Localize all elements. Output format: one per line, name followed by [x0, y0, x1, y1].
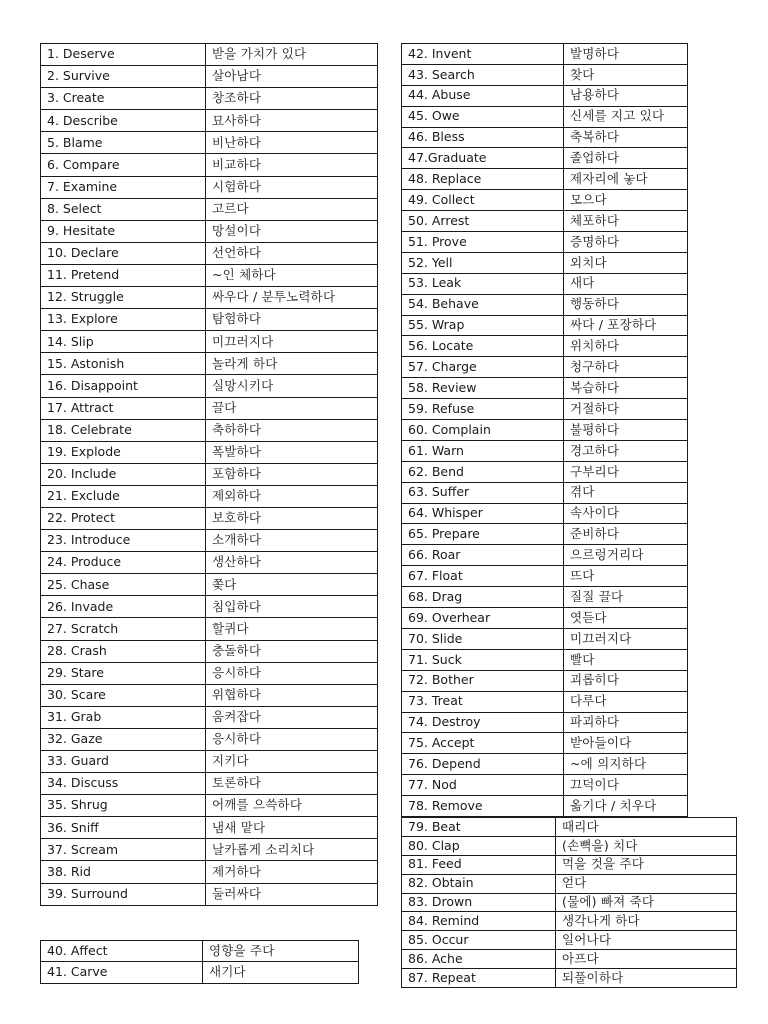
vocab-row: [41, 331, 378, 353]
vocab-row: [402, 148, 688, 169]
vocab-row: [402, 818, 737, 837]
korean-meaning: 질질 끌다: [564, 587, 688, 608]
english-word: 11. Pretend: [41, 264, 206, 286]
korean-meaning: 다루다: [564, 691, 688, 712]
english-word: 60. Complain: [402, 420, 564, 441]
korean-meaning: 창조하다: [206, 88, 378, 110]
korean-meaning: 시험하다: [206, 176, 378, 198]
english-word: 40. Affect: [41, 941, 203, 962]
english-word: 78. Remove: [402, 796, 564, 817]
korean-meaning: 신세를 지고 있다: [564, 106, 688, 127]
korean-meaning: 폭발하다: [206, 441, 378, 463]
korean-meaning: 불평하다: [564, 420, 688, 441]
vocab-row: [402, 232, 688, 253]
korean-meaning: 할퀴다: [206, 618, 378, 640]
korean-meaning: 망설이다: [206, 220, 378, 242]
english-word: 17. Attract: [41, 397, 206, 419]
korean-meaning: 싸다 / 포장하다: [564, 315, 688, 336]
korean-meaning: 지키다: [206, 751, 378, 773]
vocab-row: [402, 608, 688, 629]
vocab-row: [402, 712, 688, 733]
vocab-row: [402, 106, 688, 127]
vocab-row: [402, 855, 737, 874]
english-word: 87. Repeat: [402, 969, 556, 988]
english-word: 39. Surround: [41, 883, 206, 905]
korean-meaning: 되풀이하다: [556, 969, 737, 988]
vocab-row: [402, 420, 688, 441]
vocab-row: [41, 861, 378, 883]
vocab-row: [402, 211, 688, 232]
korean-meaning: 끌다: [206, 397, 378, 419]
korean-meaning: 침입하다: [206, 596, 378, 618]
vocab-row: [41, 706, 378, 728]
english-word: 79. Beat: [402, 818, 556, 837]
vocab-row: [402, 461, 688, 482]
english-word: 24. Produce: [41, 552, 206, 574]
vocab-row: [41, 618, 378, 640]
english-word: 50. Arrest: [402, 211, 564, 232]
vocab-row: [41, 941, 359, 962]
korean-meaning: 증명하다: [564, 232, 688, 253]
english-word: 51. Prove: [402, 232, 564, 253]
korean-meaning: 새다: [564, 273, 688, 294]
vocab-row: [41, 662, 378, 684]
english-word: 47.Graduate: [402, 148, 564, 169]
english-word: 35. Shrug: [41, 795, 206, 817]
korean-meaning: 경고하다: [564, 440, 688, 461]
korean-meaning: 새기다: [203, 962, 359, 983]
vocab-row: [402, 273, 688, 294]
english-word: 6. Compare: [41, 154, 206, 176]
english-word: 20. Include: [41, 463, 206, 485]
english-word: 86. Ache: [402, 950, 556, 969]
korean-meaning: 싸우다 / 분투노력하다: [206, 287, 378, 309]
korean-meaning: 비난하다: [206, 132, 378, 154]
vocab-row: [402, 64, 688, 85]
english-word: 30. Scare: [41, 684, 206, 706]
korean-meaning: 거절하다: [564, 399, 688, 420]
english-word: 19. Explode: [41, 441, 206, 463]
english-word: 61. Warn: [402, 440, 564, 461]
korean-meaning: 받아들이다: [564, 733, 688, 754]
vocab-row: [41, 88, 378, 110]
korean-meaning: 살아남다: [206, 66, 378, 88]
vocab-row: [402, 691, 688, 712]
vocab-row: [402, 796, 688, 817]
vocab-row: [402, 775, 688, 796]
english-word: 48. Replace: [402, 169, 564, 190]
vocab-row: [402, 399, 688, 420]
english-word: 42. Invent: [402, 44, 564, 65]
english-word: 12. Struggle: [41, 287, 206, 309]
korean-meaning: 미끄러지다: [564, 628, 688, 649]
korean-meaning: 일어나다: [556, 931, 737, 950]
english-word: 43. Search: [402, 64, 564, 85]
vocab-row: [41, 817, 378, 839]
vocab-row: [402, 524, 688, 545]
english-word: 25. Chase: [41, 574, 206, 596]
english-word: 29. Stare: [41, 662, 206, 684]
vocab-row: [41, 640, 378, 662]
english-word: 3. Create: [41, 88, 206, 110]
korean-meaning: 응시하다: [206, 662, 378, 684]
english-word: 33. Guard: [41, 751, 206, 773]
vocab-row: [41, 441, 378, 463]
korean-meaning: 쫒다: [206, 574, 378, 596]
vocab-row: [41, 839, 378, 861]
korean-meaning: 졸업하다: [564, 148, 688, 169]
korean-meaning: 생산하다: [206, 552, 378, 574]
english-word: 1. Deserve: [41, 44, 206, 66]
vocab-row: [402, 874, 737, 893]
vocab-row: [402, 754, 688, 775]
english-word: 58. Review: [402, 378, 564, 399]
korean-meaning: 옮기다 / 치우다: [564, 796, 688, 817]
vocab-row: [41, 962, 359, 983]
vocab-row: [41, 419, 378, 441]
english-word: 28. Crash: [41, 640, 206, 662]
english-word: 13. Explore: [41, 309, 206, 331]
korean-meaning: 받을 가치가 있다: [206, 44, 378, 66]
english-word: 18. Celebrate: [41, 419, 206, 441]
english-word: 15. Astonish: [41, 353, 206, 375]
korean-meaning: 구부리다: [564, 461, 688, 482]
vocab-row: [402, 315, 688, 336]
english-word: 10. Declare: [41, 242, 206, 264]
korean-meaning: 제외하다: [206, 485, 378, 507]
korean-meaning: (손뼉을) 치다: [556, 836, 737, 855]
vocab-row: [402, 566, 688, 587]
korean-meaning: 축복하다: [564, 127, 688, 148]
english-word: 41. Carve: [41, 962, 203, 983]
english-word: 16. Disappoint: [41, 375, 206, 397]
english-word: 67. Float: [402, 566, 564, 587]
vocab-row: [41, 309, 378, 331]
korean-meaning: 비교하다: [206, 154, 378, 176]
english-word: 73. Treat: [402, 691, 564, 712]
english-word: 55. Wrap: [402, 315, 564, 336]
korean-meaning: 보호하다: [206, 507, 378, 529]
english-word: 70. Slide: [402, 628, 564, 649]
korean-meaning: 고르다: [206, 198, 378, 220]
vocab-row: [41, 728, 378, 750]
vocab-row: [402, 587, 688, 608]
vocab-row: [41, 574, 378, 596]
english-word: 82. Obtain: [402, 874, 556, 893]
vocab-row: [41, 132, 378, 154]
english-word: 22. Protect: [41, 507, 206, 529]
vocab-table-right-main: [401, 43, 688, 817]
english-word: 53. Leak: [402, 273, 564, 294]
english-word: 74. Destroy: [402, 712, 564, 733]
korean-meaning: 찾다: [564, 64, 688, 85]
korean-meaning: 응시하다: [206, 728, 378, 750]
vocab-row: [41, 530, 378, 552]
korean-meaning: 묘사하다: [206, 110, 378, 132]
korean-meaning: 위치하다: [564, 336, 688, 357]
english-word: 80. Clap: [402, 836, 556, 855]
english-word: 62. Bend: [402, 461, 564, 482]
korean-meaning: 선언하다: [206, 242, 378, 264]
korean-meaning: 겪다: [564, 482, 688, 503]
vocab-row: [402, 85, 688, 106]
english-word: 49. Collect: [402, 190, 564, 211]
english-word: 46. Bless: [402, 127, 564, 148]
korean-meaning: 행동하다: [564, 294, 688, 315]
vocab-row: [41, 397, 378, 419]
english-word: 71. Suck: [402, 649, 564, 670]
english-word: 65. Prepare: [402, 524, 564, 545]
english-word: 26. Invade: [41, 596, 206, 618]
vocab-row: [41, 883, 378, 905]
english-word: 66. Roar: [402, 545, 564, 566]
vocab-row: [402, 169, 688, 190]
korean-meaning: 날카롭게 소리치다: [206, 839, 378, 861]
english-word: 63. Suffer: [402, 482, 564, 503]
vocab-row: [402, 950, 737, 969]
vocab-row: [402, 252, 688, 273]
vocab-row: [402, 628, 688, 649]
korean-meaning: 실망시키다: [206, 375, 378, 397]
korean-meaning: (물에) 빠져 죽다: [556, 893, 737, 912]
vocab-row: [402, 440, 688, 461]
vocab-row: [41, 242, 378, 264]
vocab-row: [402, 912, 737, 931]
english-word: 14. Slip: [41, 331, 206, 353]
vocab-table-left-main: [40, 43, 378, 906]
korean-meaning: 얻다: [556, 874, 737, 893]
korean-meaning: 탐험하다: [206, 309, 378, 331]
vocab-row: [41, 287, 378, 309]
korean-meaning: 엿듣다: [564, 608, 688, 629]
korean-meaning: 뜨다: [564, 566, 688, 587]
english-word: 7. Examine: [41, 176, 206, 198]
korean-meaning: 끄덕이다: [564, 775, 688, 796]
english-word: 31. Grab: [41, 706, 206, 728]
korean-meaning: 충돌하다: [206, 640, 378, 662]
vocab-row: [41, 66, 378, 88]
vocab-row: [41, 264, 378, 286]
korean-meaning: 체포하다: [564, 211, 688, 232]
english-word: 77. Nod: [402, 775, 564, 796]
english-word: 36. Sniff: [41, 817, 206, 839]
korean-meaning: 소개하다: [206, 530, 378, 552]
english-word: 37. Scream: [41, 839, 206, 861]
korean-meaning: 움켜잡다: [206, 706, 378, 728]
vocab-row: [41, 154, 378, 176]
vocab-row: [41, 176, 378, 198]
korean-meaning: 복습하다: [564, 378, 688, 399]
english-word: 69. Overhear: [402, 608, 564, 629]
vocab-row: [41, 485, 378, 507]
vocab-row: [41, 751, 378, 773]
vocab-row: [402, 482, 688, 503]
korean-meaning: 청구하다: [564, 357, 688, 378]
english-word: 34. Discuss: [41, 773, 206, 795]
english-word: 27. Scratch: [41, 618, 206, 640]
korean-meaning: 영향을 주다: [203, 941, 359, 962]
vocab-row: [402, 670, 688, 691]
korean-meaning: 축하하다: [206, 419, 378, 441]
korean-meaning: ~인 체하다: [206, 264, 378, 286]
english-word: 52. Yell: [402, 252, 564, 273]
korean-meaning: 포함하다: [206, 463, 378, 485]
vocab-row: [41, 463, 378, 485]
vocab-row: [41, 552, 378, 574]
korean-meaning: 제자리에 놓다: [564, 169, 688, 190]
english-word: 23. Introduce: [41, 530, 206, 552]
vocab-row: [41, 375, 378, 397]
vocab-row: [41, 44, 378, 66]
korean-meaning: 생각나게 하다: [556, 912, 737, 931]
korean-meaning: 파괴하다: [564, 712, 688, 733]
vocab-row: [402, 503, 688, 524]
english-word: 21. Exclude: [41, 485, 206, 507]
english-word: 2. Survive: [41, 66, 206, 88]
korean-meaning: 괴롭히다: [564, 670, 688, 691]
english-word: 9. Hesitate: [41, 220, 206, 242]
vocab-row: [41, 773, 378, 795]
vocab-row: [41, 353, 378, 375]
english-word: 76. Depend: [402, 754, 564, 775]
korean-meaning: 먹을 것을 주다: [556, 855, 737, 874]
vocab-row: [41, 596, 378, 618]
english-word: 85. Occur: [402, 931, 556, 950]
korean-meaning: 위협하다: [206, 684, 378, 706]
vocab-row: [41, 507, 378, 529]
vocab-row: [402, 336, 688, 357]
korean-meaning: ~에 의지하다: [564, 754, 688, 775]
korean-meaning: 준비하다: [564, 524, 688, 545]
vocab-row: [402, 127, 688, 148]
vocab-row: [402, 893, 737, 912]
vocab-row: [402, 294, 688, 315]
korean-meaning: 빨다: [564, 649, 688, 670]
korean-meaning: 남용하다: [564, 85, 688, 106]
vocab-table-right-extra: [401, 817, 737, 988]
vocab-row: [41, 198, 378, 220]
korean-meaning: 어깨를 으쓱하다: [206, 795, 378, 817]
english-word: 68. Drag: [402, 587, 564, 608]
vocab-row: [41, 110, 378, 132]
english-word: 54. Behave: [402, 294, 564, 315]
english-word: 56. Locate: [402, 336, 564, 357]
english-word: 5. Blame: [41, 132, 206, 154]
vocab-row: [402, 836, 737, 855]
english-word: 84. Remind: [402, 912, 556, 931]
english-word: 32. Gaze: [41, 728, 206, 750]
vocab-row: [402, 649, 688, 670]
vocab-row: [402, 44, 688, 65]
english-word: 75. Accept: [402, 733, 564, 754]
korean-meaning: 아프다: [556, 950, 737, 969]
english-word: 8. Select: [41, 198, 206, 220]
english-word: 64. Whisper: [402, 503, 564, 524]
vocab-row: [402, 733, 688, 754]
vocab-row: [402, 545, 688, 566]
english-word: 59. Refuse: [402, 399, 564, 420]
vocab-row: [402, 931, 737, 950]
vocab-row: [402, 357, 688, 378]
korean-meaning: 으르렁거리다: [564, 545, 688, 566]
vocab-row: [41, 684, 378, 706]
korean-meaning: 놀라게 하다: [206, 353, 378, 375]
korean-meaning: 발명하다: [564, 44, 688, 65]
english-word: 44. Abuse: [402, 85, 564, 106]
vocab-row: [402, 190, 688, 211]
vocab-row: [402, 378, 688, 399]
vocab-row: [402, 969, 737, 988]
korean-meaning: 때리다: [556, 818, 737, 837]
english-word: 4. Describe: [41, 110, 206, 132]
vocab-table-left-extra: [40, 940, 359, 984]
english-word: 57. Charge: [402, 357, 564, 378]
korean-meaning: 냄새 맡다: [206, 817, 378, 839]
english-word: 38. Rid: [41, 861, 206, 883]
korean-meaning: 미끄러지다: [206, 331, 378, 353]
english-word: 83. Drown: [402, 893, 556, 912]
korean-meaning: 모으다: [564, 190, 688, 211]
korean-meaning: 속사이다: [564, 503, 688, 524]
vocab-row: [41, 220, 378, 242]
english-word: 72. Bother: [402, 670, 564, 691]
korean-meaning: 외치다: [564, 252, 688, 273]
english-word: 81. Feed: [402, 855, 556, 874]
vocab-row: [41, 795, 378, 817]
korean-meaning: 둘러싸다: [206, 883, 378, 905]
korean-meaning: 제거하다: [206, 861, 378, 883]
korean-meaning: 토론하다: [206, 773, 378, 795]
english-word: 45. Owe: [402, 106, 564, 127]
